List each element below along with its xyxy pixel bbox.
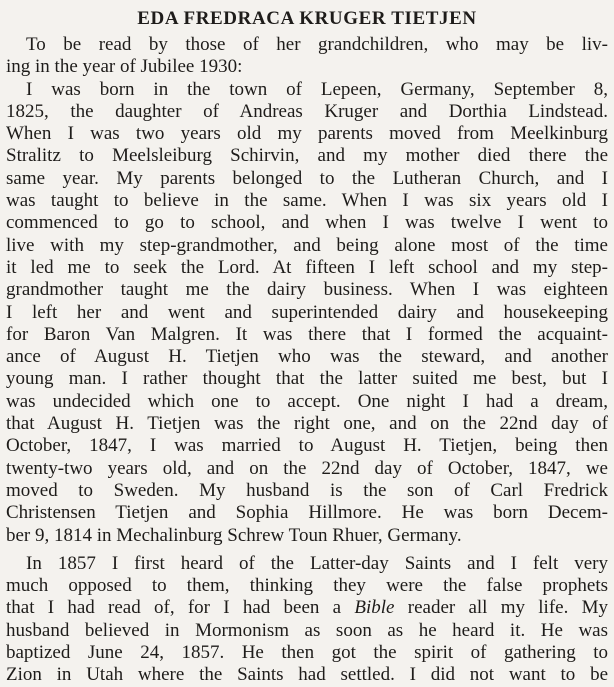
text-segment: reader all my life. My bbox=[394, 597, 608, 619]
text-line: much opposed to them, thinking they were the false prophets bbox=[6, 575, 608, 597]
text-line: moved to Sweden. My husband is the son of Carl Fredrick bbox=[6, 479, 608, 501]
text-line: I was born in the town of Lepeen, Germany, September 8, bbox=[26, 78, 608, 100]
text-line: When I was two years old my parents moved from Meelkinburg bbox=[6, 123, 608, 145]
text-line: To be read by those of her grandchildren, who may be liv- bbox=[26, 34, 608, 55]
text-line: In 1857 I first heard of the Latter-day Saints and I felt very bbox=[26, 552, 608, 574]
text-line: same year. My parents belonged to the Lutheran Church, and I bbox=[6, 167, 608, 189]
text-line: commenced to go to school, and when I was twelve I went to bbox=[6, 212, 608, 234]
text-line: baptized June 24, 1857. He then got the spirit of gathering to bbox=[6, 642, 608, 664]
text-line: live with my step-grandmother, and being alone most of the time bbox=[6, 234, 608, 256]
text-line: grandmother taught me the dairy business. When I was eighteen bbox=[6, 279, 608, 301]
document-title: EDA FREDRACA KRUGER TIETJEN bbox=[137, 8, 477, 29]
text-line: October, 1847, I was married to August H. Tietjen, being then bbox=[6, 435, 608, 457]
text-line-with-italic bbox=[6, 597, 608, 619]
text-line: I left her and went and superintended dairy and housekeeping bbox=[6, 301, 608, 323]
text-line: Christensen Tietjen and Sophia Hillmore. He was born Decem- bbox=[6, 502, 608, 524]
text-line: was taught to believe in the same. When I was six years old I bbox=[6, 190, 608, 212]
text-segment: that I had read of, for I had been a bbox=[6, 597, 355, 619]
paragraph-intro bbox=[6, 34, 608, 79]
text-line: 1825, the daughter of Andreas Kruger and Dorthia Lindstead. bbox=[6, 100, 608, 122]
text-line: ance of August H. Tietjen who was the steward, and another bbox=[6, 346, 608, 368]
text-line: husband believed in Mormonism as soon as he heard it. He was bbox=[6, 619, 608, 641]
text-line: for Baron Van Malgren. It was there that I formed the acquaint- bbox=[6, 323, 608, 345]
text-line: Stralitz to Meelsleiburg Schirvin, and my mother died there the bbox=[6, 145, 608, 167]
paragraph-latter-day-saints bbox=[6, 553, 608, 687]
text-line: Zion in Utah where the Saints had settled. I did not want to be bbox=[6, 664, 608, 686]
text-line: it led me to seek the Lord. At fifteen I left school and my step- bbox=[6, 256, 608, 278]
text-line: was undecided which one to accept. One night I had a dream, bbox=[6, 390, 608, 412]
text-line: twenty-two years old, and on the 22nd day of October, 1847, we bbox=[6, 457, 608, 479]
italic-word: Bible bbox=[354, 597, 395, 619]
text-line: young man. I rather thought that the latter suited me best, but I bbox=[6, 368, 608, 390]
text-line: that August H. Tietjen was the right one, and on the 22nd day of bbox=[6, 413, 608, 435]
text-line: ing in the year of Jubilee 1930: bbox=[6, 56, 243, 78]
paragraph-biography bbox=[6, 79, 608, 547]
text-line: ber 9, 1814 in Mechalinburg Schrew Toun Rhuer, Germany. bbox=[6, 524, 462, 546]
